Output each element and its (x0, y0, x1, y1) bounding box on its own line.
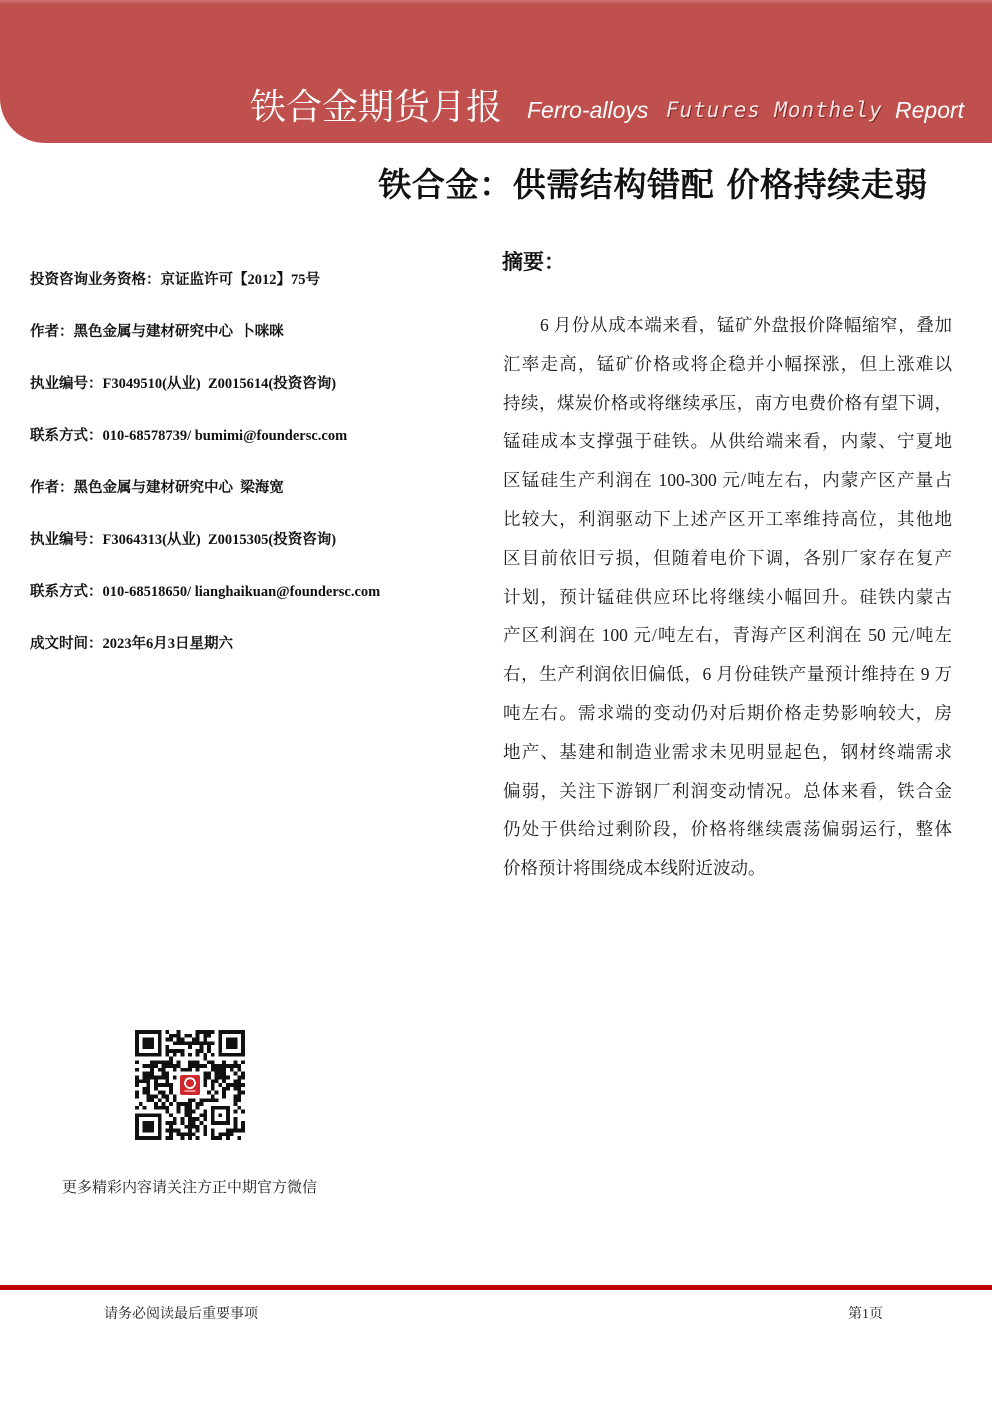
banner-title-en-part1: Ferro-alloys (527, 97, 649, 123)
abstract-line: 右，生产利润依旧偏低，6 月份硅铁产量预计维持在 9 万 (503, 664, 952, 685)
banner-title-en-part2: Futures Monthely (666, 98, 883, 122)
info-qualification: 投资咨询业务资格：京证监许可【2012】75号 (30, 272, 320, 288)
abstract-line: 仍处于供给过剩阶段，价格将继续震荡偏弱运行，整体 (503, 819, 952, 840)
abstract-line: 吨左右。需求端的变动仍对后期价格走势影响较大，房 (503, 702, 952, 723)
info-author-2: 作者：黑色金属与建材研究中心 梁海宽 (30, 480, 284, 496)
abstract-line: 价格预计将围绕成本线附近波动。 (503, 858, 766, 879)
abstract-line: 持续，煤炭价格或将继续承压，南方电费价格有望下调， (503, 392, 952, 413)
abstract-heading: 摘要： (502, 250, 565, 274)
abstract-line: 锰硅成本支撑强于硅铁。从供给端来看，内蒙、宁夏地 (503, 431, 952, 452)
abstract-line: 偏弱，关注下游钢厂利润变动情况。总体来看，铁合金 (503, 780, 952, 801)
qr-finder-bottom-left (135, 1113, 162, 1140)
info-contact-1: 联系方式：010-68578739/ bumimi@foundersc.com (30, 428, 348, 444)
footer-rule (0, 1285, 992, 1290)
abstract-line: 计划，预计锰硅供应环比将继续小幅回升。硅铁内蒙古 (503, 586, 952, 607)
abstract-line: 汇率走高，锰矿价格或将企稳并小幅探涨，但上涨难以 (503, 353, 952, 374)
info-license-2: 执业编号：F3064313(从业) Z0015305(投资咨询) (30, 532, 337, 548)
qr-alignment-pattern (211, 1106, 230, 1125)
report-title: 铁合金：供需结构错配 价格持续走弱 (378, 165, 928, 204)
qr-caption: 更多精彩内容请关注方正中期官方微信 (62, 1180, 318, 1196)
info-date: 成文时间：2023年6月3日星期六 (30, 636, 233, 652)
qr-finder-top-right (218, 1030, 245, 1057)
abstract-line: 比较大，利润驱动下上述产区开工率维持高位，其他地 (503, 508, 952, 529)
abstract-line: 区锰硅生产利润在 100-300 元/吨左右，内蒙产区产量占 (503, 470, 952, 491)
qr-logo (178, 1073, 202, 1097)
abstract-line: 地产、基建和制造业需求未见明显起色，钢材终端需求 (503, 741, 952, 762)
abstract-line: 产区利润在 100 元/吨左右，青海产区利润在 50 元/吨左 (503, 625, 952, 646)
abstract-line: 区目前依旧亏损，但随着电价下调，各别厂家存在复产 (503, 547, 952, 568)
info-author-1: 作者：黑色金属与建材研究中心 卜咪咪 (30, 324, 284, 340)
banner-title-cn: 铁合金期货月报 (250, 87, 503, 128)
info-contact-2: 联系方式：010-68518650/ lianghaikuan@foundersc.com (30, 584, 381, 600)
header-banner (0, 0, 992, 143)
qr-finder-top-left (135, 1030, 162, 1057)
page-number: 第1页 (848, 1307, 883, 1322)
qr-code (135, 1030, 245, 1140)
footer-notice: 请务必阅读最后重要事项 (104, 1307, 258, 1322)
banner-title-en-part3: Report (895, 97, 965, 123)
abstract-body (503, 306, 952, 888)
abstract-line: 6 月份从成本端来看，锰矿外盘报价降幅缩窄，叠加 (540, 315, 952, 335)
info-license-1: 执业编号：F3049510(从业) Z0015614(投资咨询) (30, 376, 337, 392)
